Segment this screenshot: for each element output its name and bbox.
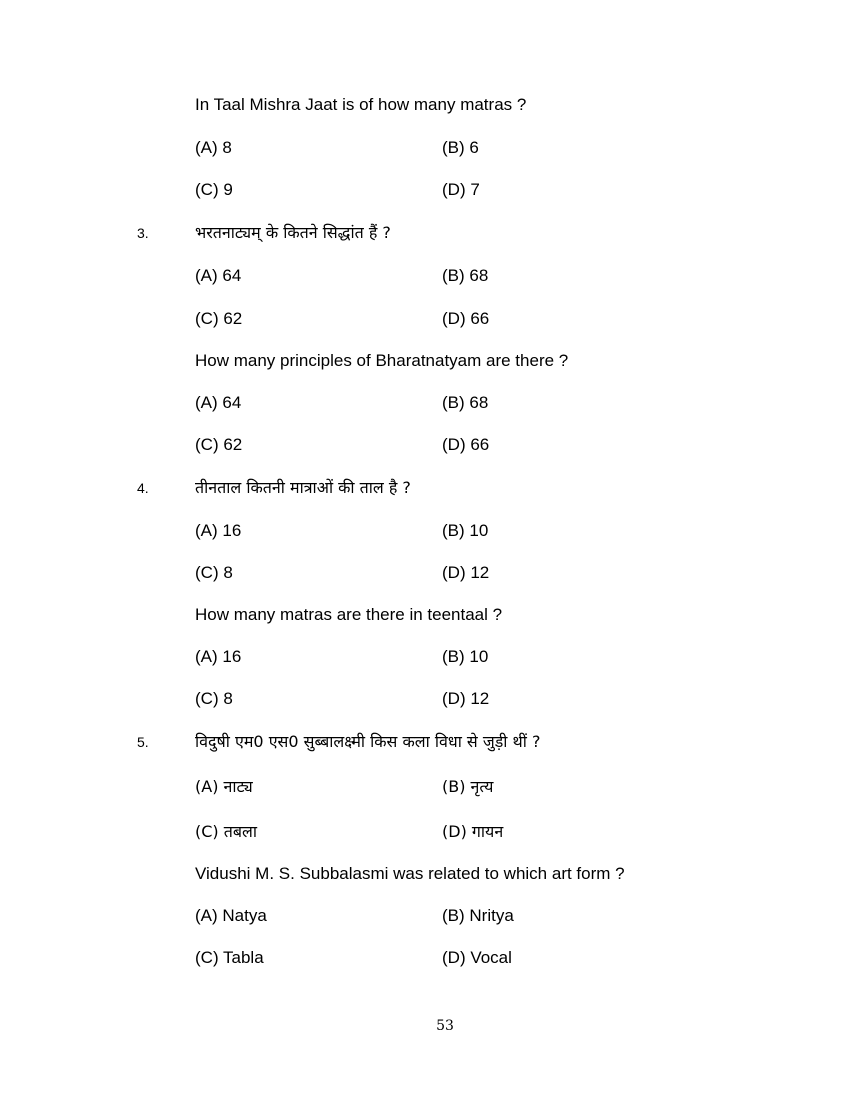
question-4-hindi-option-b: (B) 10 xyxy=(442,521,489,540)
question-5-hindi-option-b: (B) नृत्य xyxy=(442,777,494,796)
page-number: 53 xyxy=(436,1018,454,1034)
question-2-english-option-a: (A) 8 xyxy=(195,138,232,157)
question-4-hindi-option-c: (C) 8 xyxy=(195,563,233,582)
question-3-hindi-option-c: (C) 62 xyxy=(195,309,243,328)
question-3-hindi-stem: भरतनाट्यम् के कितने सिद्धांत हैं ? xyxy=(195,223,391,242)
question-2-english-stem: In Taal Mishra Jaat is of how many matras ? xyxy=(195,95,527,114)
question-3-english-option-a: (A) 64 xyxy=(195,393,242,412)
question-5-english-option-c: (C) Tabla xyxy=(195,948,264,967)
question-5-hindi-option-c: (C) तबला xyxy=(195,822,257,841)
question-5-hindi-option-d: (D) गायन xyxy=(442,822,504,841)
question-2-english-option-c: (C) 9 xyxy=(195,180,233,199)
question-5-number: 5. xyxy=(137,734,149,750)
question-3-english-option-d: (D) 66 xyxy=(442,435,490,454)
question-3-hindi-option-b: (B) 68 xyxy=(442,266,489,285)
question-3-english-option-b: (B) 68 xyxy=(442,393,489,412)
question-5-english-option-b: (B) Nritya xyxy=(442,906,514,925)
question-3-english-stem: How many principles of Bharatnatyam are there ? xyxy=(195,351,569,370)
question-4-english-option-b: (B) 10 xyxy=(442,647,489,666)
question-3-english-option-c: (C) 62 xyxy=(195,435,243,454)
question-5-hindi-option-a: (A) नाट्य xyxy=(195,777,253,796)
question-3-hindi-option-a: (A) 64 xyxy=(195,266,242,285)
question-4-english-option-d: (D) 12 xyxy=(442,689,490,708)
question-4-english-option-a: (A) 16 xyxy=(195,647,242,666)
question-2-english-option-b: (B) 6 xyxy=(442,138,479,157)
question-5-hindi-stem: विदुषी एम0 एस0 सुब्बालक्ष्मी किस कला विधा से जुड़ी थीं ? xyxy=(195,732,541,751)
question-2-english-option-d: (D) 7 xyxy=(442,180,480,199)
question-3-number: 3. xyxy=(137,225,149,241)
question-5-english-option-a: (A) Natya xyxy=(195,906,267,925)
question-4-english-stem: How many matras are there in teentaal ? xyxy=(195,605,503,624)
question-5-english-stem: Vidushi M. S. Subbalasmi was related to which art form ? xyxy=(195,864,625,883)
question-4-hindi-option-d: (D) 12 xyxy=(442,563,490,582)
question-4-hindi-option-a: (A) 16 xyxy=(195,521,242,540)
question-4-hindi-stem: तीनताल कितनी मात्राओं की ताल है ? xyxy=(195,478,411,497)
question-3-hindi-option-d: (D) 66 xyxy=(442,309,490,328)
question-5-english-option-d: (D) Vocal xyxy=(442,948,512,967)
question-4-number: 4. xyxy=(137,480,149,496)
question-4-english-option-c: (C) 8 xyxy=(195,689,233,708)
